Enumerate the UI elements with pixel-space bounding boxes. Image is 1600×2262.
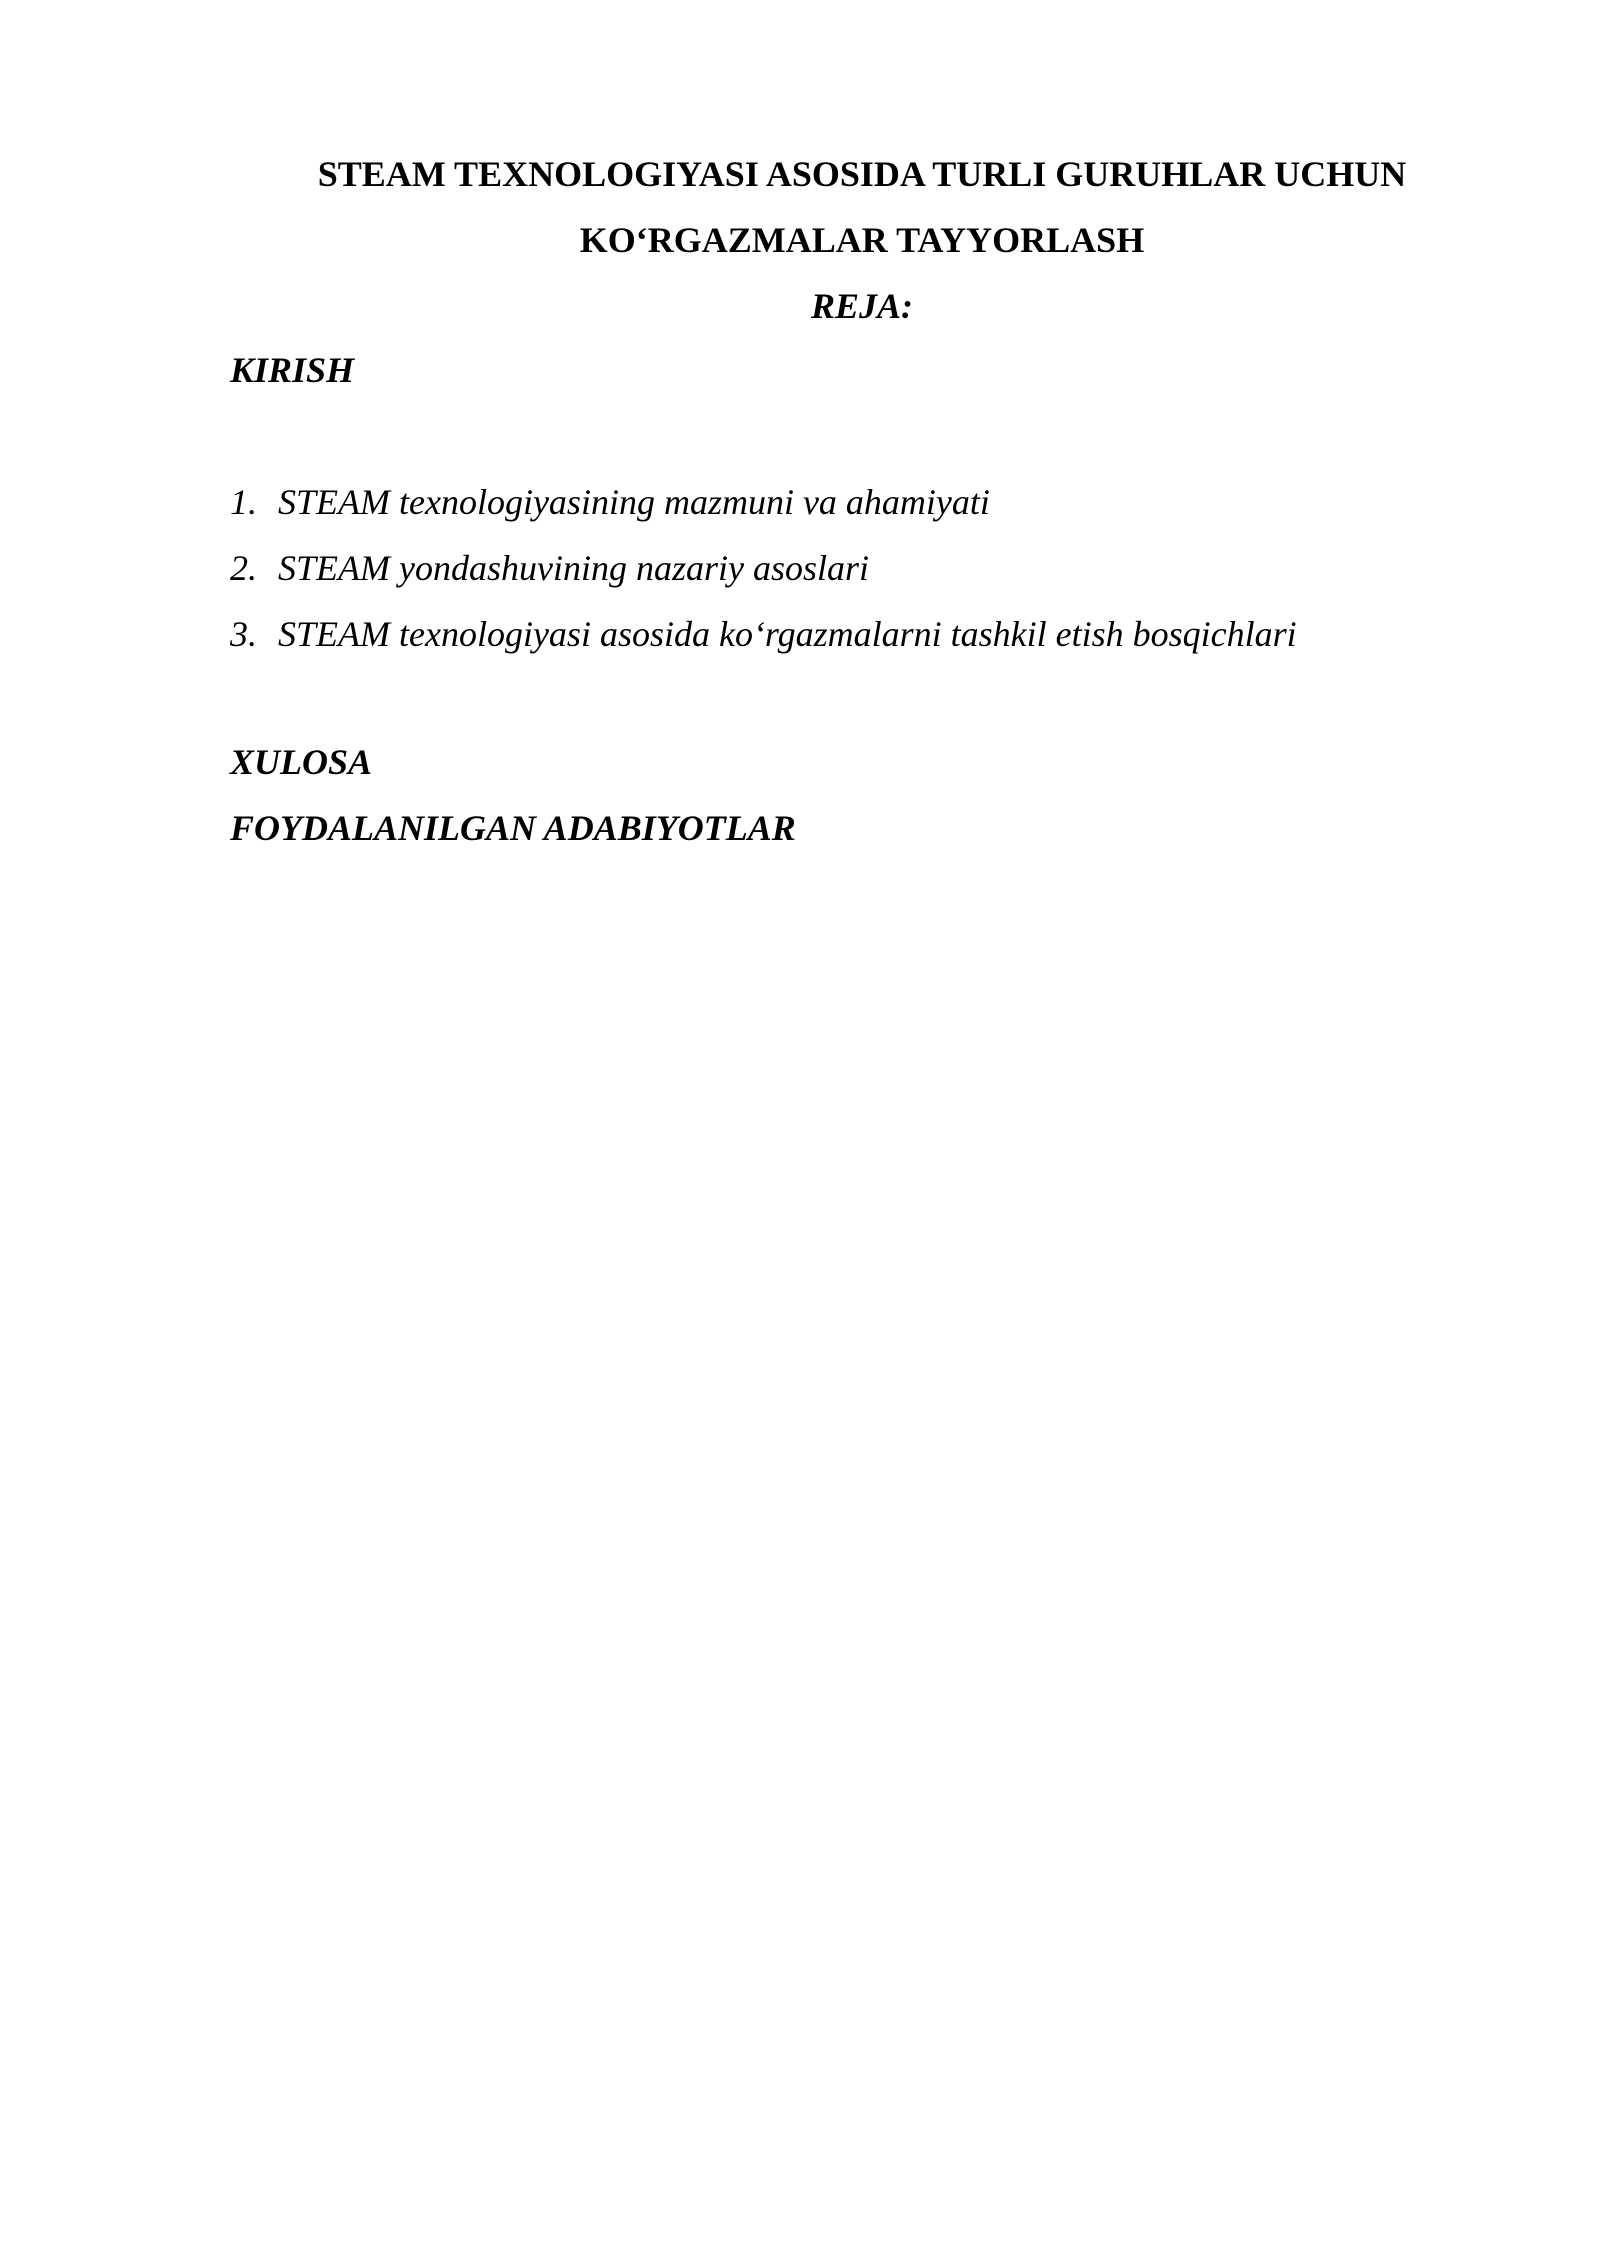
toc-item-number: 1. bbox=[230, 482, 257, 522]
document-title-line-2: KO‘RGAZMALAR TAYYORLASH bbox=[579, 220, 1145, 260]
intro-heading: KIRISH bbox=[230, 350, 355, 390]
toc-item bbox=[230, 480, 1297, 546]
references-heading: FOYDALANILGAN ADABIYOTLAR bbox=[230, 808, 796, 848]
toc-item bbox=[230, 546, 1297, 612]
conclusion-heading: XULOSA bbox=[230, 742, 373, 782]
document-title-line-1: STEAM TEXNOLOGIYASI ASOSIDA TURLI GURUHLAR UCHUN bbox=[317, 154, 1407, 194]
toc-item-number: 2. bbox=[230, 548, 257, 588]
plan-heading: REJA: bbox=[810, 286, 914, 326]
toc-item-text: STEAM texnologiyasi asosida ko‘rgazmalarni tashkil etish bosqichlari bbox=[278, 614, 1297, 654]
toc-item-text: STEAM texnologiyasining mazmuni va ahamiyati bbox=[278, 482, 990, 522]
table-of-contents bbox=[230, 480, 1297, 678]
toc-item bbox=[230, 612, 1297, 678]
toc-item-text: STEAM yondashuvining nazariy asoslari bbox=[278, 548, 869, 588]
toc-item-number: 3. bbox=[230, 614, 257, 654]
